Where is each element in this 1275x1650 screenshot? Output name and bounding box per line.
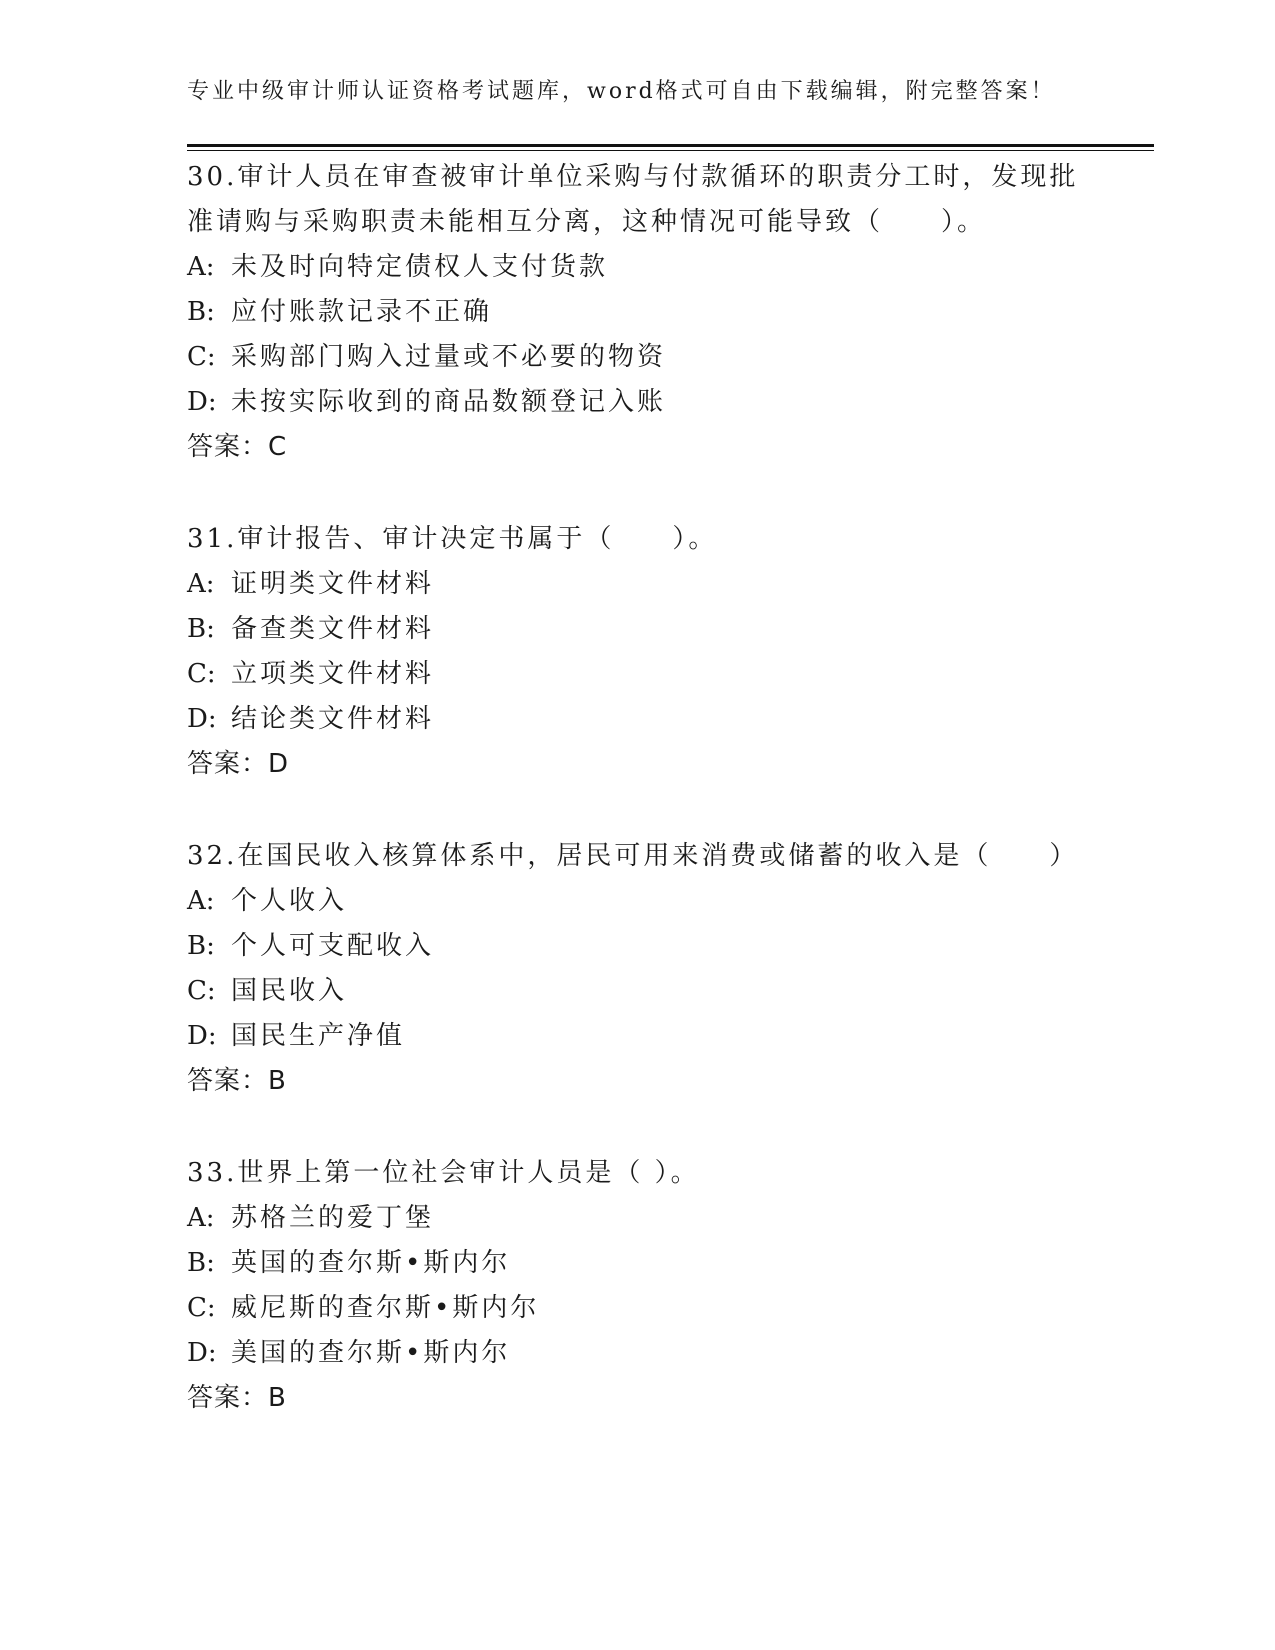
option-text: 立项类文件材料: [231, 659, 435, 689]
question-text: [187, 517, 1087, 562]
option-letter: D:: [187, 704, 217, 734]
question-stem: 在国民收入核算体系中，居民可用来消费或储蓄的收入是（ ）: [237, 841, 1079, 871]
answer-value: B: [268, 1066, 287, 1096]
option-letter: A:: [187, 569, 215, 599]
header-divider-thin: [187, 150, 1154, 151]
question-text: [187, 1151, 1087, 1196]
option-text: 应付账款记录不正确: [231, 297, 493, 327]
answer-value: D: [268, 749, 290, 779]
option-letter: C:: [187, 342, 216, 372]
option-b: [187, 290, 1087, 335]
option-letter: A:: [187, 886, 215, 916]
question-text: [187, 155, 1087, 245]
option-a: [187, 879, 1087, 924]
option-text: 未按实际收到的商品数额登记入账: [231, 387, 667, 417]
answer-line: [187, 425, 1087, 470]
question-number: 30.: [187, 162, 238, 192]
question-stem: 审计人员在审查被审计单位采购与付款循环的职责分工时，发现批准请购与采购职责未能相互分离，这种情况可能导致（ ）。: [187, 162, 1079, 237]
question-30: [187, 155, 1087, 470]
answer-label: 答案：: [187, 1383, 269, 1413]
question-number: 31.: [187, 524, 238, 554]
option-d: [187, 697, 1087, 742]
answer-value: C: [268, 432, 288, 462]
option-d: [187, 1331, 1087, 1376]
option-letter: D:: [187, 1021, 217, 1051]
option-c: [187, 969, 1087, 1014]
option-letter: D:: [187, 387, 217, 417]
option-b: [187, 607, 1087, 652]
option-text: 个人收入: [231, 886, 348, 916]
option-d: [187, 1014, 1087, 1059]
option-c: [187, 335, 1087, 380]
answer-label: 答案：: [187, 1066, 269, 1096]
option-letter: A:: [187, 1203, 215, 1233]
option-b: [187, 924, 1087, 969]
header-divider-thick: [187, 144, 1154, 147]
option-letter: C:: [187, 659, 216, 689]
answer-line: [187, 742, 1087, 787]
option-d: [187, 380, 1087, 425]
question-32: [187, 834, 1087, 1104]
option-letter: B:: [187, 931, 215, 961]
answer-value: B: [268, 1383, 287, 1413]
option-text: 美国的查尔斯•斯内尔: [231, 1338, 511, 1368]
option-c: [187, 1286, 1087, 1331]
option-letter: D:: [187, 1338, 217, 1368]
option-text: 结论类文件材料: [231, 704, 435, 734]
option-text: 个人可支配收入: [231, 931, 435, 961]
option-a: [187, 245, 1087, 290]
question-number: 33.: [187, 1158, 238, 1188]
option-text: 国民生产净值: [231, 1021, 406, 1051]
option-text: 威尼斯的查尔斯•斯内尔: [231, 1293, 540, 1323]
option-a: [187, 562, 1087, 607]
question-stem: 世界上第一位社会审计人员是（ ）。: [237, 1158, 700, 1188]
option-text: 国民收入: [231, 976, 348, 1006]
question-31: [187, 517, 1087, 787]
option-text: 未及时向特定债权人支付货款: [231, 252, 609, 282]
option-letter: B:: [187, 297, 215, 327]
question-text: [187, 834, 1087, 879]
answer-line: [187, 1059, 1087, 1104]
option-text: 备查类文件材料: [231, 614, 435, 644]
option-letter: C:: [187, 1293, 216, 1323]
question-stem: 审计报告、审计决定书属于（ ）。: [237, 524, 718, 554]
question-list: [187, 155, 1087, 1468]
option-text: 苏格兰的爱丁堡: [231, 1203, 435, 1233]
option-text: 证明类文件材料: [231, 569, 435, 599]
option-c: [187, 652, 1087, 697]
answer-label: 答案：: [187, 432, 269, 462]
answer-line: [187, 1376, 1087, 1421]
option-letter: C:: [187, 976, 216, 1006]
option-text: 英国的查尔斯•斯内尔: [231, 1248, 511, 1278]
option-letter: B:: [187, 614, 215, 644]
option-a: [187, 1196, 1087, 1241]
option-letter: A:: [187, 252, 215, 282]
option-b: [187, 1241, 1087, 1286]
question-33: [187, 1151, 1087, 1421]
option-text: 采购部门购入过量或不必要的物资: [231, 342, 667, 372]
answer-label: 答案：: [187, 749, 269, 779]
page-header: 专业中级审计师认证资格考试题库，word格式可自由下载编辑，附完整答案！: [187, 79, 1056, 104]
option-letter: B:: [187, 1248, 215, 1278]
question-number: 32.: [187, 841, 238, 871]
